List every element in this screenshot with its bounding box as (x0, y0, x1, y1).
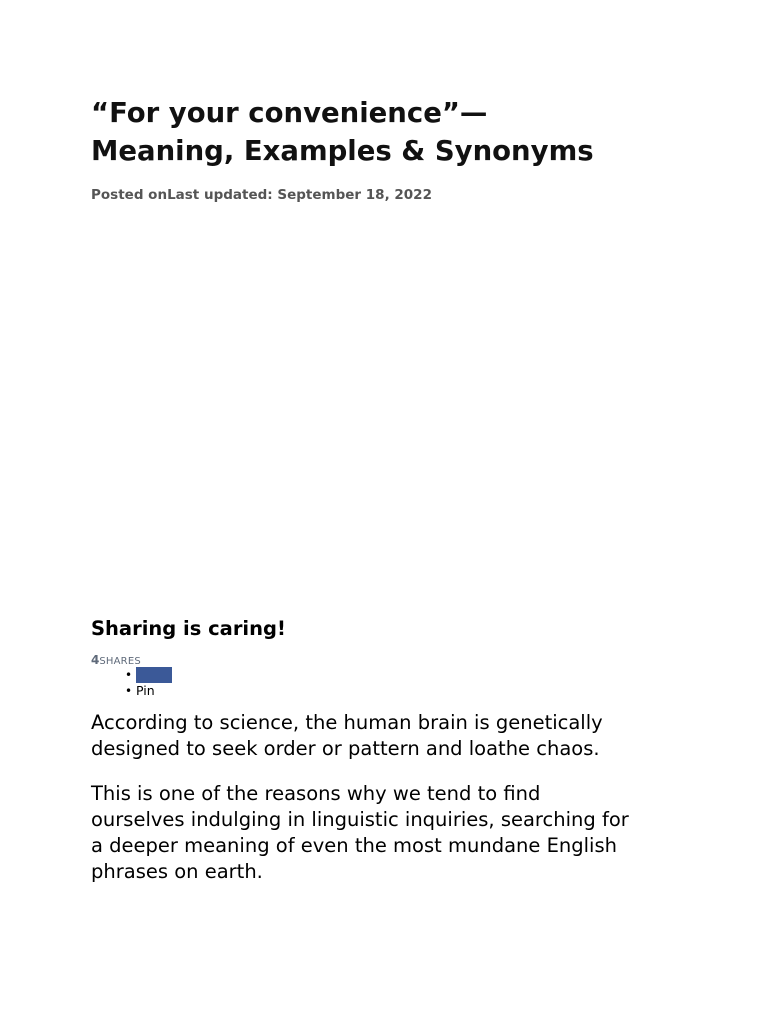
paragraph-line: According to science, the human brain is genetically (91, 711, 603, 734)
article-title-line: “For your convenience”— (91, 97, 488, 129)
article-title (91, 94, 691, 170)
body-paragraph (91, 710, 691, 762)
paragraph-line: phrases on earth. (91, 860, 263, 883)
paragraph-line: designed to seek order or pattern and loathe chaos. (91, 737, 600, 760)
paragraph-line: ourselves indulging in linguistic inquiries, searching for (91, 808, 629, 831)
share-count-label: SHARES (99, 656, 141, 667)
body-paragraph (91, 781, 691, 885)
pinterest-pin-link[interactable]: Pin (136, 683, 155, 698)
share-heading: Sharing is caring! (91, 617, 286, 640)
share-item-facebook (125, 667, 172, 683)
ad-placeholder (91, 230, 691, 590)
share-item-pinterest (125, 683, 172, 699)
facebook-share-button[interactable] (136, 667, 172, 683)
article-title-line: Meaning, Examples & Synonyms (91, 135, 594, 167)
share-buttons (125, 667, 172, 699)
post-meta: Posted onLast updated: September 18, 2022 (91, 187, 432, 203)
paragraph-line: This is one of the reasons why we tend to find (91, 782, 541, 805)
paragraph-line: a deeper meaning of even the most mundane English (91, 834, 617, 857)
share-count-number: 4 (91, 653, 100, 667)
